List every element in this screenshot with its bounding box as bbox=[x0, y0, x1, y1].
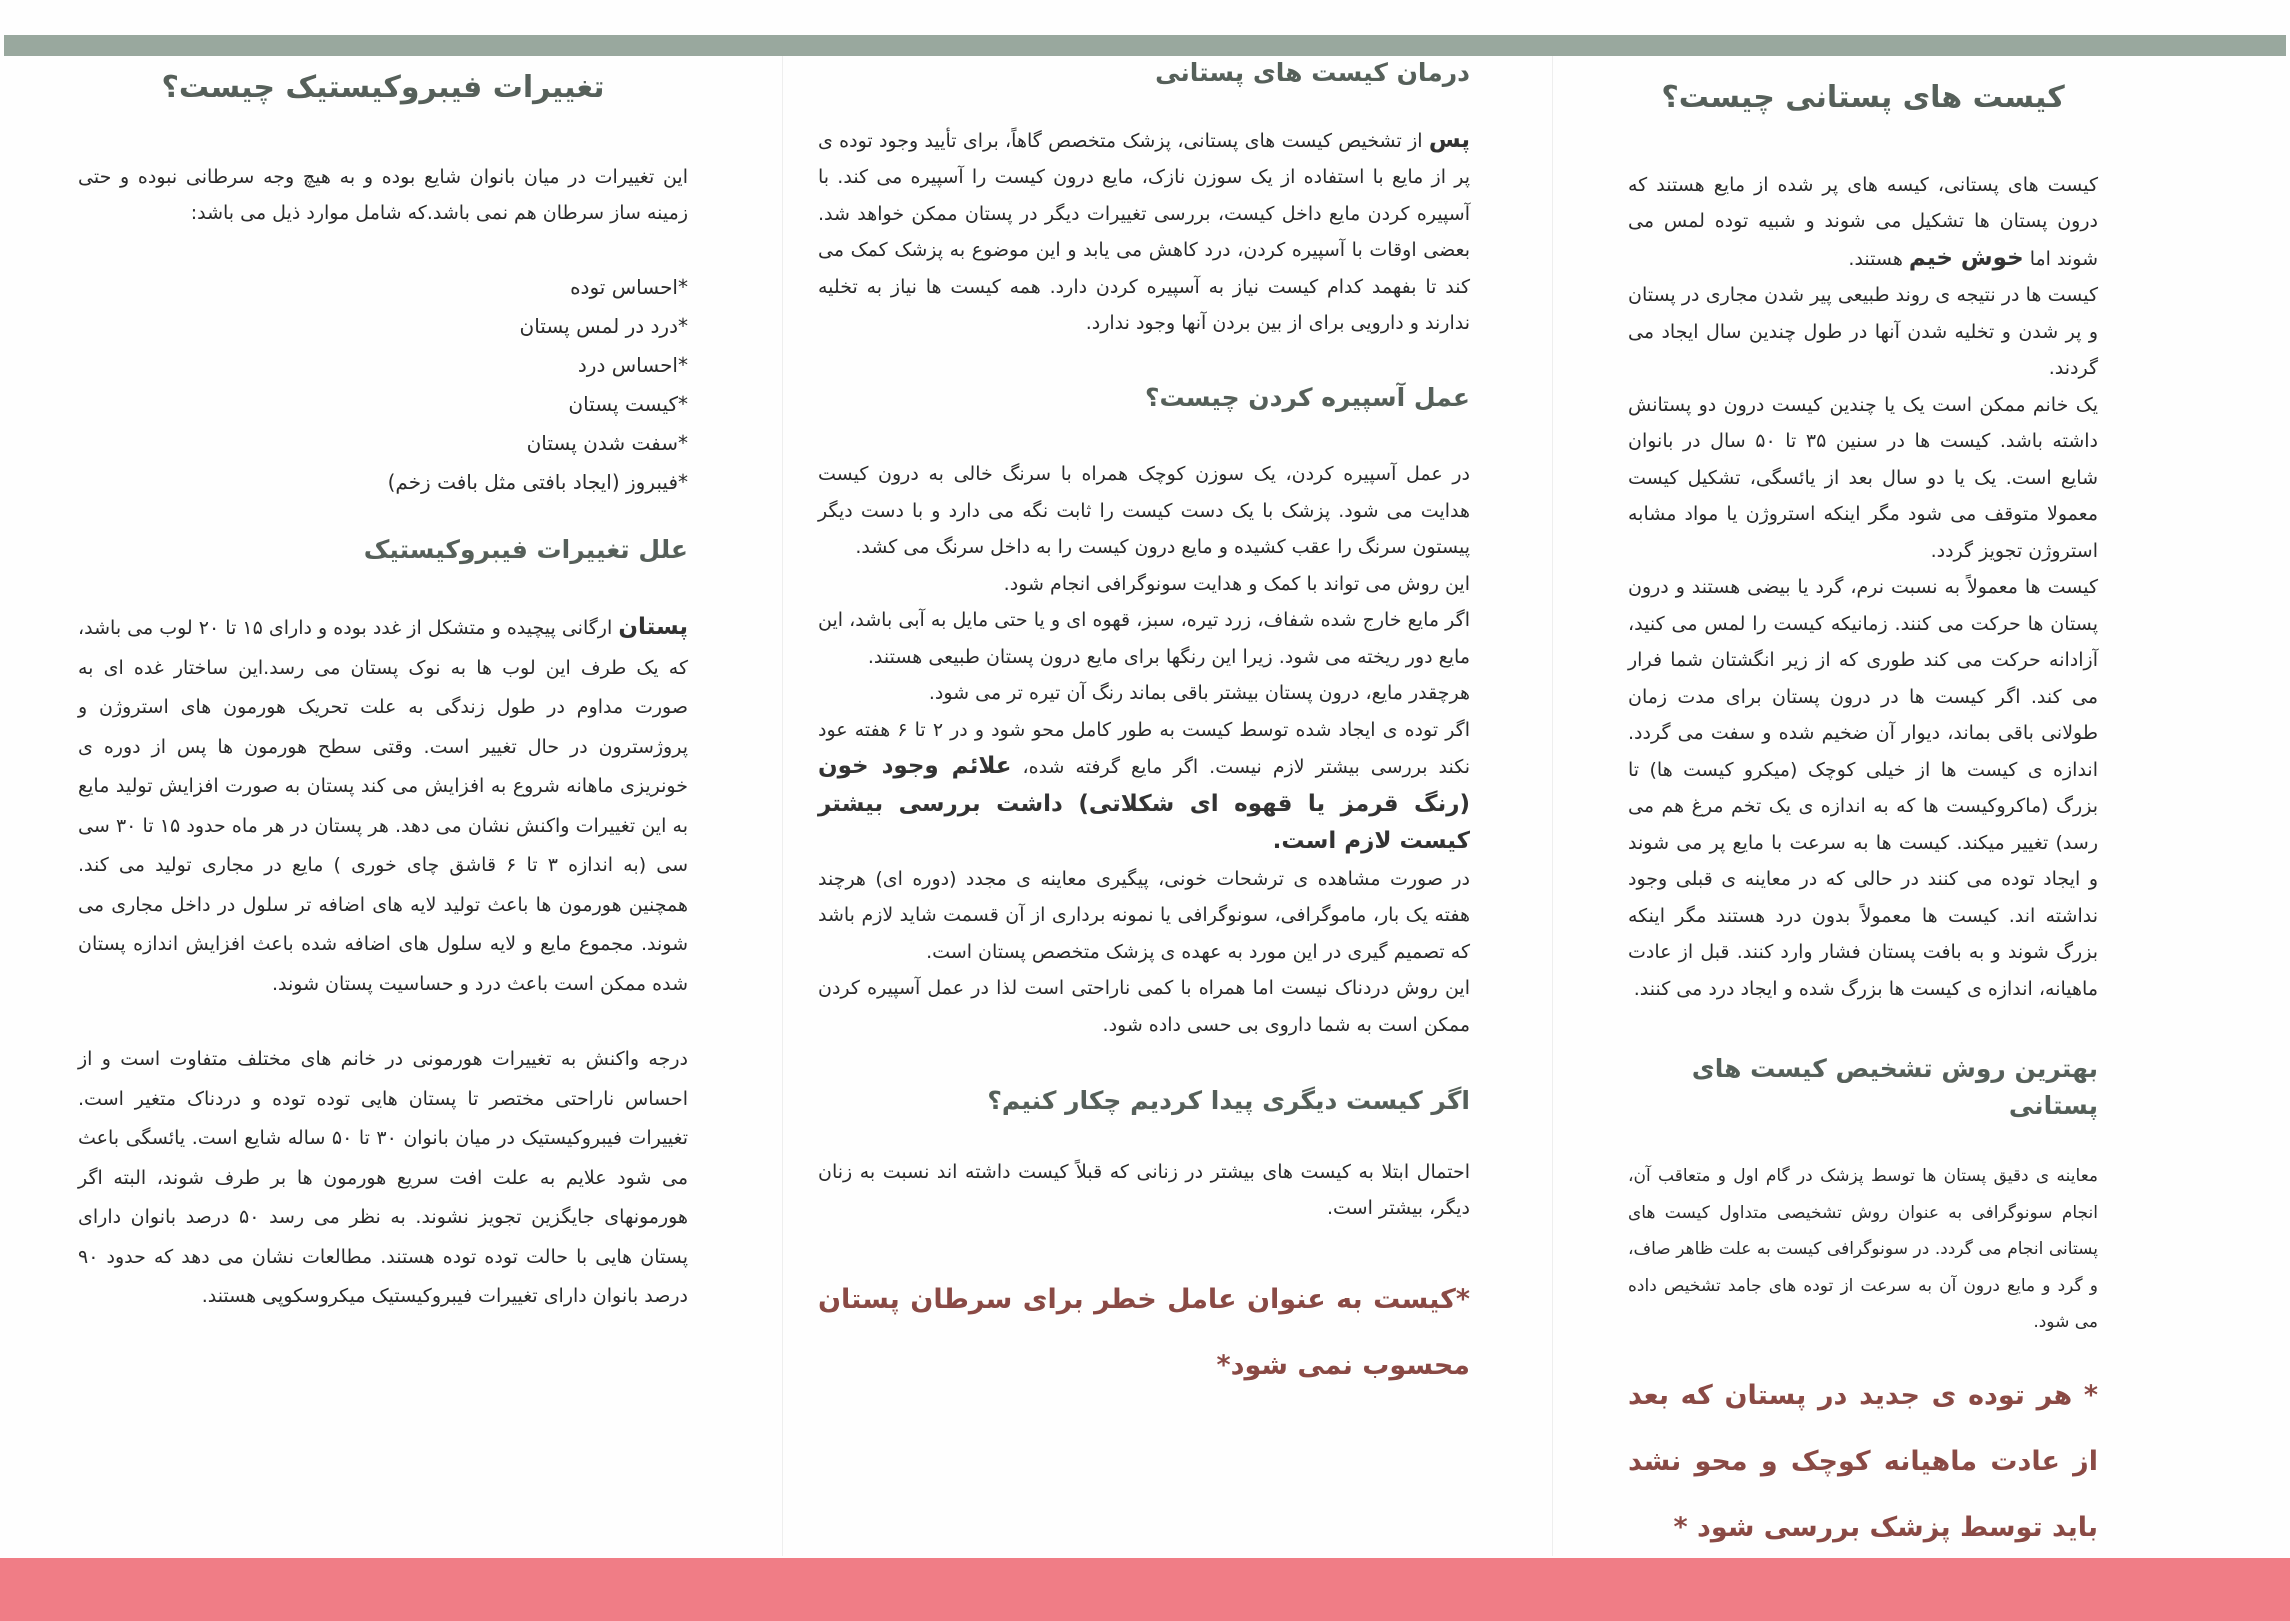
fold-line bbox=[782, 56, 783, 1556]
info-callout: *کیست به عنوان عامل خطر برای سرطان پستان محسوب نمی شود* bbox=[818, 1283, 1470, 1381]
list-item: *درد در لمس پستان bbox=[519, 313, 688, 338]
section-title: درمان کیست های پستانی bbox=[1155, 58, 1470, 87]
warning-callout: * هر توده ی جدید در پستان که بعد از عادت ماهیانه کوچک و محو نشد باید توسط پزشک بررسی شود * bbox=[1628, 1379, 2098, 1543]
paragraph: کیست ها در نتیجه ی روند طبیعی پیر شدن مجاری در پستان و پر شدن و تخلیه شدن آنها در طول چندین سال ایجاد می گردند. bbox=[1628, 284, 2098, 379]
paragraph: احتمال ابتلا به کیست های بیشتر در زنانی که قبلاً کیست داشته اند نسبت به زنان دیگر، بیشتر است. bbox=[818, 1160, 1470, 1219]
paragraph bbox=[1628, 167, 2098, 278]
paragraph bbox=[78, 608, 688, 1004]
paragraph: کیست ها معمولاً به نسبت نرم، گرد یا بیضی هستند و درون پستان ها حرکت می کنند. زمانیکه کیست را لمس می کنید، آزادانه حرکت می کند طوری که از زیر انگشتان شما فرار می کند. اگر کیست ها در درون پستان برای مدت زمان طولانی باقی بماند، دیوار آن ضخیم شده و سفت می گردد. اندازه ی کیست ها از خیلی کوچک (میکرو کیست ها) تا بزرگ (ماکروکیست ها که به اندازه ی یک تخم مرغ هم می رسد) تغییر میکند. کیست ها به سرعت با مایع پر می شوند و ایجاد توده می کنند در حالی که در معاینه ی قبلی وجود نداشته اند. کیست ها معمولاً بدون درد هستند مگر اینکه بزرگ شوند و به بافت پستان فشار وارد کنند. قبل از عادت ماهیانه، اندازه ی کیست ها بزرگ شده و ایجاد درد می کنند. bbox=[1628, 576, 2098, 1000]
list-item: *فیبروز (ایجاد بافتی مثل بافت زخم) bbox=[387, 469, 688, 494]
text: هستند. bbox=[1848, 247, 1903, 270]
paragraph: یک خانم ممکن است یک یا چندین کیست درون دو پستانش داشته باشد. کیست ها در سنین ۳۵ تا ۵۰ سال در بانوان شایع است. یک یا دو سال بعد از یائسگی، تشکیل کیست معمولا متوقف می شود مگر اینکه استروژن یا مواد مشابه استروژن تجویز گردد. bbox=[1628, 393, 2098, 562]
list-item: *احساس توده bbox=[570, 274, 688, 299]
text: از تشخیص کیست های پستانی، پزشک متخصص گاهاً، برای تأیید وجود توده ی پر از مایع با استفاده از یک سوزن نازک، مایع درون کیست را آسپیره می کند. با آسپیره کردن مایع داخل کیست، بررسی تغییرات دیگر در پستان ممکن خواهد شد. بعضی اوقات با آسپیره کردن، درد کاهش می یابد و این موضوع به پزشک کمک می کند تا بفهمد کدام کیست نیاز به آسپیره کردن دارد. همه کیست ها نیاز به تخلیه ندارند و دارویی برای از بین بردن آنها وجود ندارد. bbox=[818, 129, 1470, 334]
top-color-band bbox=[4, 35, 2286, 56]
panel-treatment bbox=[818, 55, 1470, 1399]
section-title: عمل آسپیره کردن چیست؟ bbox=[1144, 382, 1470, 412]
emphasis-text: پستان bbox=[618, 614, 689, 640]
paragraph: در صورت مشاهده ی ترشحات خونی، پیگیری معاینه ی مجدد (دوره ای) هرچند هفته یک بار، ماموگرافی، سونوگرافی یا نمونه برداری از آن قسمت شاید لازم باشد که تصمیم گیری در این مورد به عهده ی پزشک متخصص پستان است. bbox=[818, 867, 1470, 963]
bottom-color-band bbox=[0, 1558, 2290, 1621]
text: کیست های پستانی، کیسه های پر شده از مایع هستند که درون پستان ها تشکیل می شوند و شبیه توده لمس می شوند اما bbox=[1628, 173, 2098, 270]
list-item: *کیست پستان bbox=[568, 391, 688, 416]
emphasis-text: پس bbox=[1428, 126, 1470, 153]
section-title: بهترین روش تشخیص کیست های پستانی bbox=[1691, 1054, 2098, 1120]
text: اگر توده ی ایجاد شده توسط کیست به طور کامل محو شود و در ۲ تا ۶ هفته عود نکند بررسی بیشتر لازم نیست. اگر مایع گرفته شده، bbox=[818, 718, 1471, 778]
panel-fibrocystic-changes bbox=[78, 70, 688, 1317]
paragraph: معاینه ی دقیق پستان ها توسط پزشک در گام اول و متعاقب آن، انجام سونوگرافی به عنوان روش تشخیصی متداول کیست های پستانی انجام می گردد. در سونوگرافی کیست به علت ظاهر صاف، و گرد و مایع درون آن به سرعت از توده های جامد تشخیص داده می شود. bbox=[1628, 1166, 2098, 1332]
paragraph: این تغییرات در میان بانوان شایع بوده و به هیچ وجه سرطانی نبوده و حتی زمینه ساز سرطان هم نمی باشد.که شامل موارد ذیل می باشد: bbox=[78, 165, 688, 224]
section-title: اگر کیست دیگری پیدا کردیم چکار کنیم؟ bbox=[987, 1086, 1470, 1115]
paragraph: این روش می تواند با کمک و هدایت سونوگرافی انجام شود. bbox=[1003, 572, 1470, 595]
section-title: علل تغییرات فیبروکیستیک bbox=[363, 534, 688, 564]
paragraph: این روش دردناک نیست اما همراه با کمی ناراحتی است لذا در عمل آسپیره کردن ممکن است به شما داروی بی حسی داده شود. bbox=[818, 977, 1470, 1036]
paragraph: اگر مایع خارج شده شفاف، زرد تیره، سبز، قهوه ای و یا حتی مایل به آبی باشد، این مایع دور ریخته می شود. زیرا این رنگها برای مایع درون پستان طبیعی هستند. bbox=[818, 609, 1470, 668]
fold-line bbox=[1552, 56, 1553, 1556]
paragraph: درجه واکنش به تغییرات هورمونی در خانم های مختلف متفاوت است و از احساس ناراحتی مختصر تا پستان هایی توده توده و دردناک متغیر است. تغییرات فیبروکیستیک در میان بانوان ۳۰ تا ۵۰ ساله شایع است. یائسگی باعث می شود علایم به علت افت سریع هورمون ها بر طرف شوند، البته اگر هورمونهای جایگزین تجویز نشوند. به نظر می رسد ۵۰ درصد بانوان دارای پستان هایی با حالت توده توده هستند. مطالعات نشان می دهد که حدود ۹۰ درصد بانوان دارای تغییرات فیبروکیستیک میکروسکوپی هستند. bbox=[78, 1048, 688, 1307]
emphasis-text: خوش خیم bbox=[1908, 244, 2024, 271]
list-item: *سفت شدن پستان bbox=[526, 430, 688, 455]
paragraph: هرچقدر مایع، درون پستان بیشتر باقی بماند رنگ آن تیره تر می شود. bbox=[928, 682, 1470, 704]
list-item: *احساس درد bbox=[577, 352, 688, 377]
section-title: کیست های پستانی چیست؟ bbox=[1661, 80, 2065, 115]
panel-what-are-breast-cysts bbox=[1628, 80, 2098, 1561]
text: ارگانی پیچیده و متشکل از غدد بوده و دارای ۱۵ تا ۲۰ لوب می باشد، که یک طرف این لوب ها به نوک پستان می رسد.این ساختار غده ای به صورت مداوم در طول زندگی به علت تحریک هورمون های استروژن و پروژسترون در حال تغییر است. وقتی سطح هورمون ها پس از دوره ی خونریزی ماهانه شروع به افزایش می کند پستان به صورت افزایش تولید مایع به این تغییرات واکنش نشان می دهد. هر پستان در هر ماه حدود ۱۵ تا ۳۰ سی سی (به اندازه ۳ تا ۶ قاشق چای خوری ) مایع در مجاری تولید می کند. همچنین هورمون ها باعث تولید لایه های اضافه تر سلول در داخل مجاری می شوند. مجموع مایع و لایه سلول های اضافه شده باعث افزایش اندازه پستان شده ممکن است باعث درد و حساسیت پستان شوند. bbox=[78, 617, 689, 995]
section-title: تغییرات فیبروکیستیک چیست؟ bbox=[161, 70, 605, 105]
paragraph bbox=[818, 122, 1470, 342]
emphasis-text: علائم وجود خون (رنگ قرمز یا قهوه ای شکلاتی) داشت بررسی بیشتر کیست لازم است. bbox=[818, 753, 1470, 854]
symptom-list bbox=[78, 268, 688, 502]
paragraph: در عمل آسپیره کردن، یک سوزن کوچک همراه با سرنگ خالی به درون کیست هدایت می شود. پزشک با یک دست کیست را ثابت نگه می دارد و با دست دیگر پیستون سرنگ را عقب کشیده و مایع درون کیست را به داخل سرنگ می کشد. bbox=[818, 463, 1470, 558]
paragraph bbox=[818, 712, 1470, 861]
